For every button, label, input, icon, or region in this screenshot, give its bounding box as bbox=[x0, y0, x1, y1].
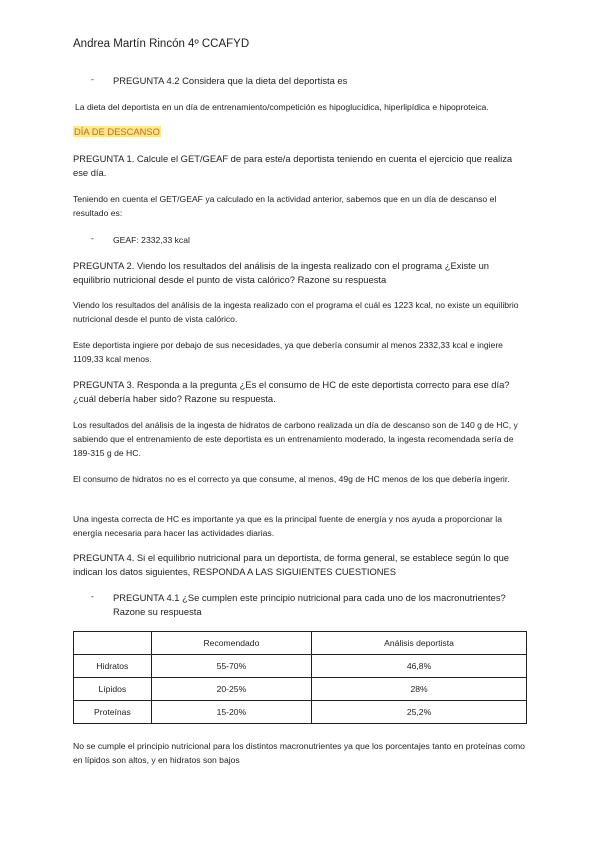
table-cell: 28% bbox=[312, 678, 527, 701]
question-3: PREGUNTA 3. Responda a la pregunta ¿Es el consumo de HC de este deportista correcto para ese día? ¿cuál debería haber sido? Razone su respuesta. bbox=[73, 379, 510, 404]
table-cell: 55-70% bbox=[151, 655, 311, 678]
bullet-dash: - bbox=[91, 233, 94, 243]
table-cell: 46,8% bbox=[312, 655, 527, 678]
table-cell: 20-25% bbox=[151, 678, 311, 701]
question-4-1: PREGUNTA 4.1 ¿Se cumplen este principio nutricional para cada uno de los macronutrientes? Razone su respuesta bbox=[113, 592, 506, 617]
table-cell: Proteínas bbox=[74, 701, 152, 724]
question-4-2: PREGUNTA 4.2 Considera que la dieta del deportista es bbox=[113, 75, 348, 86]
kcal-paragraph: Viendo los resultados del análisis de la ingesta realizado con el programa el cuál es 1223 kcal, no existe un equilibrio nutricional desde el punto de vista calórico. bbox=[73, 300, 519, 324]
table-row bbox=[74, 655, 527, 678]
table-cell: 15-20% bbox=[151, 701, 311, 724]
macronutrient-table bbox=[73, 631, 527, 724]
hc-paragraph-3: Una ingesta correcta de HC es importante ya que es la principal fuente de energía y nos ayuda a proporcionar la energía necesaria para hacer las actividades diarias. bbox=[73, 514, 502, 538]
hc-paragraph-1: Los resultados del análisis de la ingesta de hidratos de carbono realizada un día de descanso son de 140 g de HC, y sabiendo que el entrenamiento de este deportista es un entrenamiento moderado, la ingesta recomendada sería de 189-315 g de HC. bbox=[73, 420, 518, 458]
table-header-cell: Análisis deportista bbox=[312, 632, 527, 655]
question-4: PREGUNTA 4. Si el equilibrio nutricional para un deportista, de forma general, se establece según lo que indican los datos siguientes, RESPONDA A LAS SIGUIENTES CUESTIONES bbox=[73, 552, 510, 577]
question-2: PREGUNTA 2. Viendo los resultados del análisis de la ingesta realizado con el programa ¿Existe un equilibrio nutricional desde el punto de vista calórico? Razone su respuesta bbox=[73, 260, 490, 285]
get-paragraph: Teniendo en cuenta el GET/GEAF ya calculado en la actividad anterior, sabemos que en un día de descanso el resultado es: bbox=[73, 194, 497, 218]
question-1: PREGUNTA 1. Calcule el GET/GEAF de para este/a deportista teniendo en cuenta el ejercicio que realiza ese día. bbox=[73, 153, 513, 178]
table-cell: Lípidos bbox=[74, 678, 152, 701]
section-title bbox=[73, 125, 528, 139]
geaf-value: GEAF: 2332,33 kcal bbox=[113, 235, 190, 245]
hc-paragraph-2: El consumo de hidratos no es el correcto ya que consume, al menos, 49g de HC menos de los que debería ingerir. bbox=[73, 474, 510, 484]
section-title-text: DÍA DE DESCANSO bbox=[74, 126, 160, 137]
bullet-dash: - bbox=[91, 74, 94, 84]
deficit-paragraph: Este deportista ingiere por debajo de sus necesidades, ya que debería consumir al menos 2332,33 kcal e ingiere 1109,33 kcal menos. bbox=[73, 340, 503, 364]
author-header: Andrea Martín Rincón 4º CCAFYD bbox=[73, 38, 250, 50]
table-row bbox=[74, 701, 527, 724]
table-header-row bbox=[74, 632, 527, 655]
bullet-dash: - bbox=[91, 591, 94, 601]
conclusion-paragraph: No se cumple el principio nutricional para los distintos macronutrientes ya que los porcentajes tanto en proteínas como en lípidos son altos, y en hidratos son bajos bbox=[73, 741, 525, 765]
table-header-cell bbox=[74, 632, 152, 655]
table-row bbox=[74, 678, 527, 701]
table-header-cell: Recomendado bbox=[151, 632, 311, 655]
table-cell: 25,2% bbox=[312, 701, 527, 724]
diet-paragraph: La dieta del deportista en un día de entrenamiento/competición es hipoglucídica, hiperlipídica e hipoproteica. bbox=[75, 102, 489, 112]
table-cell: Hidratos bbox=[74, 655, 152, 678]
